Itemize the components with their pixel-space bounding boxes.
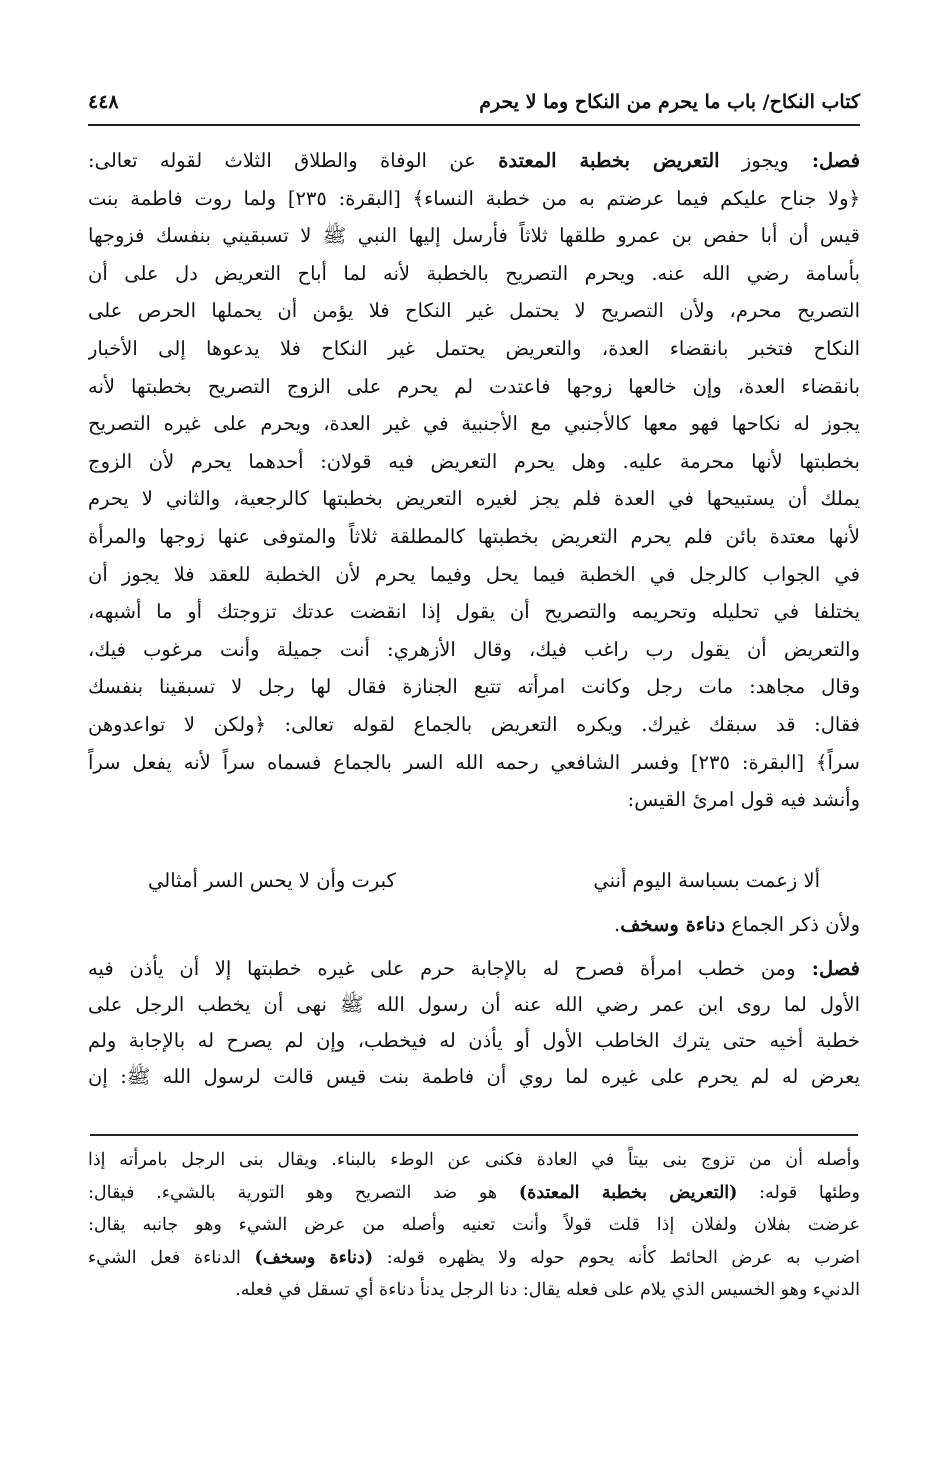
- text-run: الأول لما روى ابن عمر رضي الله عنه أن رسول الله ﷺ نهى أن يخطب الرجل على: [88, 993, 860, 1016]
- text-run: هو ضد التصريح وهو التورية بالشيء. فيقال:: [88, 1182, 519, 1203]
- text-line: [88, 987, 860, 1023]
- text-run: خطبة أخيه حتى يترك الخاطب الأول أو يأذن له فيخطب، وإن لم يصرح له بالإجابة ولم: [88, 1029, 860, 1052]
- text-run: في الجواب كالرجل في الخطبة فيما يحل وفيما يحرم لأن الخطبة للعقد فلا يجوز أن: [88, 562, 860, 586]
- text-line: [88, 405, 860, 443]
- bold-term: فصل:: [788, 149, 860, 172]
- text-run: ويجوز: [719, 149, 789, 172]
- text-line: [88, 1209, 860, 1242]
- page-number: ٤٤٨: [88, 91, 119, 113]
- text-line: [88, 518, 860, 556]
- text-line: [88, 292, 860, 330]
- text-run: لأنها معتدة بائن فلم يحرم التعريض بخطبتها كالمطلقة ثلاثاً والمتوفى عنها زوجها والمرأة: [88, 524, 860, 548]
- text-line: [88, 744, 860, 782]
- header-rule: [88, 124, 860, 126]
- text-line: [88, 706, 860, 744]
- text-run: ﴿ولا جناح عليكم فيما عرضتم به من خطبة النساء﴾ [البقرة: ٢٣٥] ولما روت فاطمة بنت: [88, 186, 860, 210]
- bold-term: (دناءة وسخف): [254, 1247, 374, 1268]
- text-line: [88, 255, 860, 293]
- text-line: [88, 631, 860, 669]
- text-run: بخطبتها لأنها محرمة عليه. وهل يحرم التعريض فيه قولان: أحدهما يحرم لأن الزوج: [88, 449, 860, 473]
- text-run: التصريح محرم، ولأن التصريح لا يحتمل غير النكاح فلا يؤمن أن يحملها الحرص على: [88, 299, 860, 323]
- text-run: عن الوفاة والطلاق الثلاث لقوله تعالى:: [88, 149, 499, 172]
- text-line: [88, 217, 860, 255]
- text-run: يجوز له نكاحها فهو معها كالأجنبي مع الأجنبية في غير العدة، ويحرم على غيره التصريح: [88, 412, 860, 436]
- text-run: والتعريض أن يقول رب راغب فيك، وقال الأزهري: أنت جميلة وأنت مرغوب فيك،: [88, 637, 860, 661]
- text-run: وأصله أن من تزوج بنى بيتاً في العادة فكنى عن الوطء بالبناء. ويقال بنى الرجل بامرأته إذا: [88, 1150, 860, 1170]
- text-run: سراً﴾ [البقرة: ٢٣٥] وفسر الشافعي رحمه الله السر بالجماع فسماه سراً لأنه يفعل سراً: [88, 750, 860, 774]
- text-line: [88, 556, 860, 594]
- bold-term: التعريض بخطبة المعتدة: [498, 149, 720, 172]
- text-line: [88, 142, 860, 180]
- second-section-text: [88, 951, 860, 1095]
- text-run: وقال مجاهد: مات رجل وكانت امرأته تتبع الجنازة فقال لها رجل لا تسبقينا بنفسك: [88, 675, 860, 699]
- footnotes: [88, 1144, 860, 1307]
- header-title: كتاب النكاح/ باب ما يحرم من النكاح وما لا يحرم: [479, 91, 860, 113]
- text-run: يختلفا في تحليله وتحريمه والتصريح أن يقول إذا انقضت عدتك تزوجتك أو ما أشبهه،: [88, 600, 860, 624]
- text-line: [88, 180, 860, 218]
- text-run: بانقضاء العدة، وإن خالعها زوجها فاعتدت لم يحرم على الزوج التصريح بخطبتها لأنه: [88, 374, 860, 398]
- text-line: [88, 1177, 860, 1210]
- text-run: قيس أن أبا حفص بن عمرو طلقها ثلاثاً فأرسل إليها النبي ﷺ لا تسبقيني بنفسك فزوجها: [88, 224, 860, 248]
- text-line: [88, 330, 860, 368]
- text-run: يعرض له لم يحرم على غيره لما روي أن فاطمة بنت قيس قالت لرسول الله ﷺ: إن: [88, 1065, 860, 1088]
- text-line: [88, 1144, 860, 1177]
- text-line: [88, 781, 860, 819]
- text-line: [88, 443, 860, 481]
- poem-first-hemistich: ألا زعمت بسباسة اليوم أنني: [593, 869, 820, 892]
- text-run: بأسامة رضي الله عنه. ويحرم التصريح بالخطبة لأنه لما أباح التعريض دل على أن: [88, 261, 860, 285]
- text-run: وأنشد فيه قول امرئ القيس:: [627, 788, 860, 812]
- running-header: [88, 84, 860, 120]
- text-run: الدنيء وهو الخسيس الذي يلام على فعله يقال: دنا الرجل يدنأ دناءة أي تسقل في فعله.: [235, 1280, 860, 1300]
- text-run: عرضت بفلان ولفلان إذا قلت قولاً وأنت تعنيه وأصله من عرض الشيء وهو جانبه يقال:: [88, 1215, 860, 1235]
- text-run: النكاح فتخبر بانقضاء العدة، والتعريض يحتمل غير النكاح فلا يدعوها إلى الأخبار: [88, 336, 860, 360]
- text-line: [88, 1059, 860, 1095]
- text-line: [88, 951, 860, 987]
- bold-term: فصل:: [795, 957, 860, 980]
- after-poem-text: [88, 906, 860, 944]
- main-text: [88, 142, 860, 819]
- text-run: الدناءة فعل الشيء: [88, 1247, 255, 1268]
- text-run: وطئها قوله:: [737, 1182, 860, 1203]
- text-line: [88, 906, 860, 944]
- text-line: [88, 1023, 860, 1059]
- text-line: [88, 480, 860, 518]
- text-run: ومن خطب امرأة فصرح له بالإجابة حرم على غيره خطبتها إلا أن يأذن فيه: [88, 957, 796, 980]
- poem-second-hemistich: كبرت وأن لا يحس السر أمثالي: [148, 869, 396, 892]
- footnote-rule: [90, 1134, 858, 1136]
- text-run: فقال: قد سبقك غيرك. ويكره التعريض بالجماع لقوله تعالى: ﴿ولكن لا تواعدوهن: [88, 712, 860, 736]
- bold-term: (التعريض بخطبة المعتدة): [518, 1182, 738, 1203]
- poem-verse: [88, 862, 860, 900]
- text-line: [88, 368, 860, 406]
- text-line: [88, 593, 860, 631]
- text-run: يملك أن يستبيحها في العدة فلم يجز لغيره التعريض بخطبتها كالرجعية، والثاني لا يحرم: [88, 487, 860, 511]
- bold-term: دناءة وسخف: [620, 913, 726, 936]
- text-run: اضرب به عرض الحائط كأنه يحوم حوله ولا يظهره قوله:: [373, 1247, 860, 1268]
- text-line: [88, 1274, 860, 1307]
- text-line: [88, 668, 860, 706]
- text-run: .: [614, 913, 621, 936]
- text-run: ولأن ذكر الجماع: [725, 913, 860, 936]
- text-line: [88, 1242, 860, 1275]
